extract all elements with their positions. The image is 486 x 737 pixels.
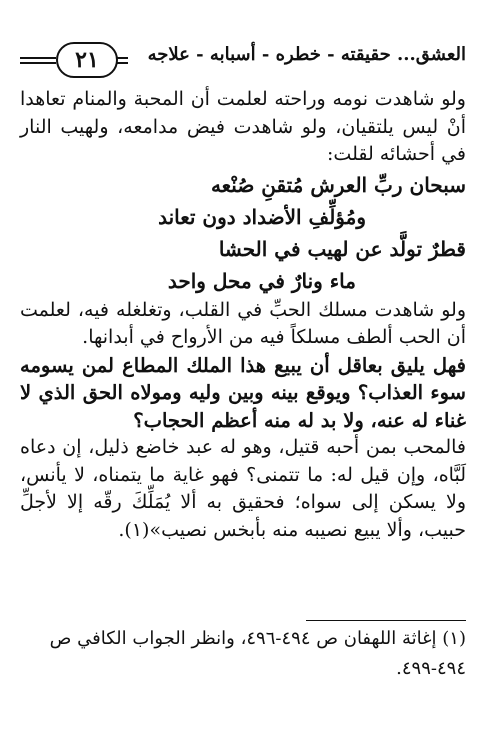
page-number: ٢١ xyxy=(56,42,118,78)
paragraph-2: ولو شاهدت مسلك الحبِّ في القلب، وتغلغله فيه، لعلمت أن الحب ألطف مسلكاً فيه من الأرواح في أبدانها. xyxy=(20,298,466,348)
verse-line-2: ومُؤلِّفِ الأضداد دون تعاند xyxy=(158,204,366,229)
paragraph-1: ولو شاهدت نومه وراحته لعلمت أن المحبة والمنام تعاهدا أنْ ليس يلتقيان، ولو شاهدت فيض مدامعه، ولهيب النار في أحشائه لقلت: xyxy=(20,88,466,165)
verse-line-3: قطرٌ تولَّد عن لهيب في الحشا xyxy=(218,236,466,261)
footnote: (١) إغاثة اللهفان ص ٤٩٤-٤٩٦، وانظر الجواب الكافي ص ٤٩٤-٤٩٩. xyxy=(49,628,466,679)
paragraph-4: فالمحب بمن أحبه قتيل، وهو له عبد خاضع ذليل، إن دعاه لَبَّاه، وإن قيل له: ما تتمنى؟ فهو غاية ما يتمناه، لا يأنس، ولا يسكن إلى سواه؛ فحقيق به ألا يُمَلِّكَ رقّه إلا لأجلِّ حبيب، وألا يبيع نصيبه منه بأبخس نصيب»(١). xyxy=(20,436,466,541)
header-rule-right xyxy=(116,57,128,59)
verse-line-4: ماء ونارٌ في محل واحد xyxy=(167,268,356,293)
footnote-divider xyxy=(306,620,466,621)
verse-line-1: سبحان ربِّ العرش مُتقنِ صُنْعه xyxy=(210,172,466,197)
running-title: العشق... حقيقته - خطره - أسبابه - علاجه xyxy=(147,44,466,65)
page-header xyxy=(20,40,466,80)
body-text xyxy=(20,86,466,544)
header-rule-left xyxy=(20,57,56,59)
paragraph-3: فهل يليق بعاقل أن يبيع هذا الملك المطاع لمن يسومه سوء العذاب؟ ويوقع بينه وبين وليه ومولاه الحق الذي لا غناء له عنه، ولا بد له منه أعظم الحجاب؟ xyxy=(20,353,466,432)
header-rule-right-2 xyxy=(116,62,128,64)
header-rule-left-2 xyxy=(20,62,56,64)
